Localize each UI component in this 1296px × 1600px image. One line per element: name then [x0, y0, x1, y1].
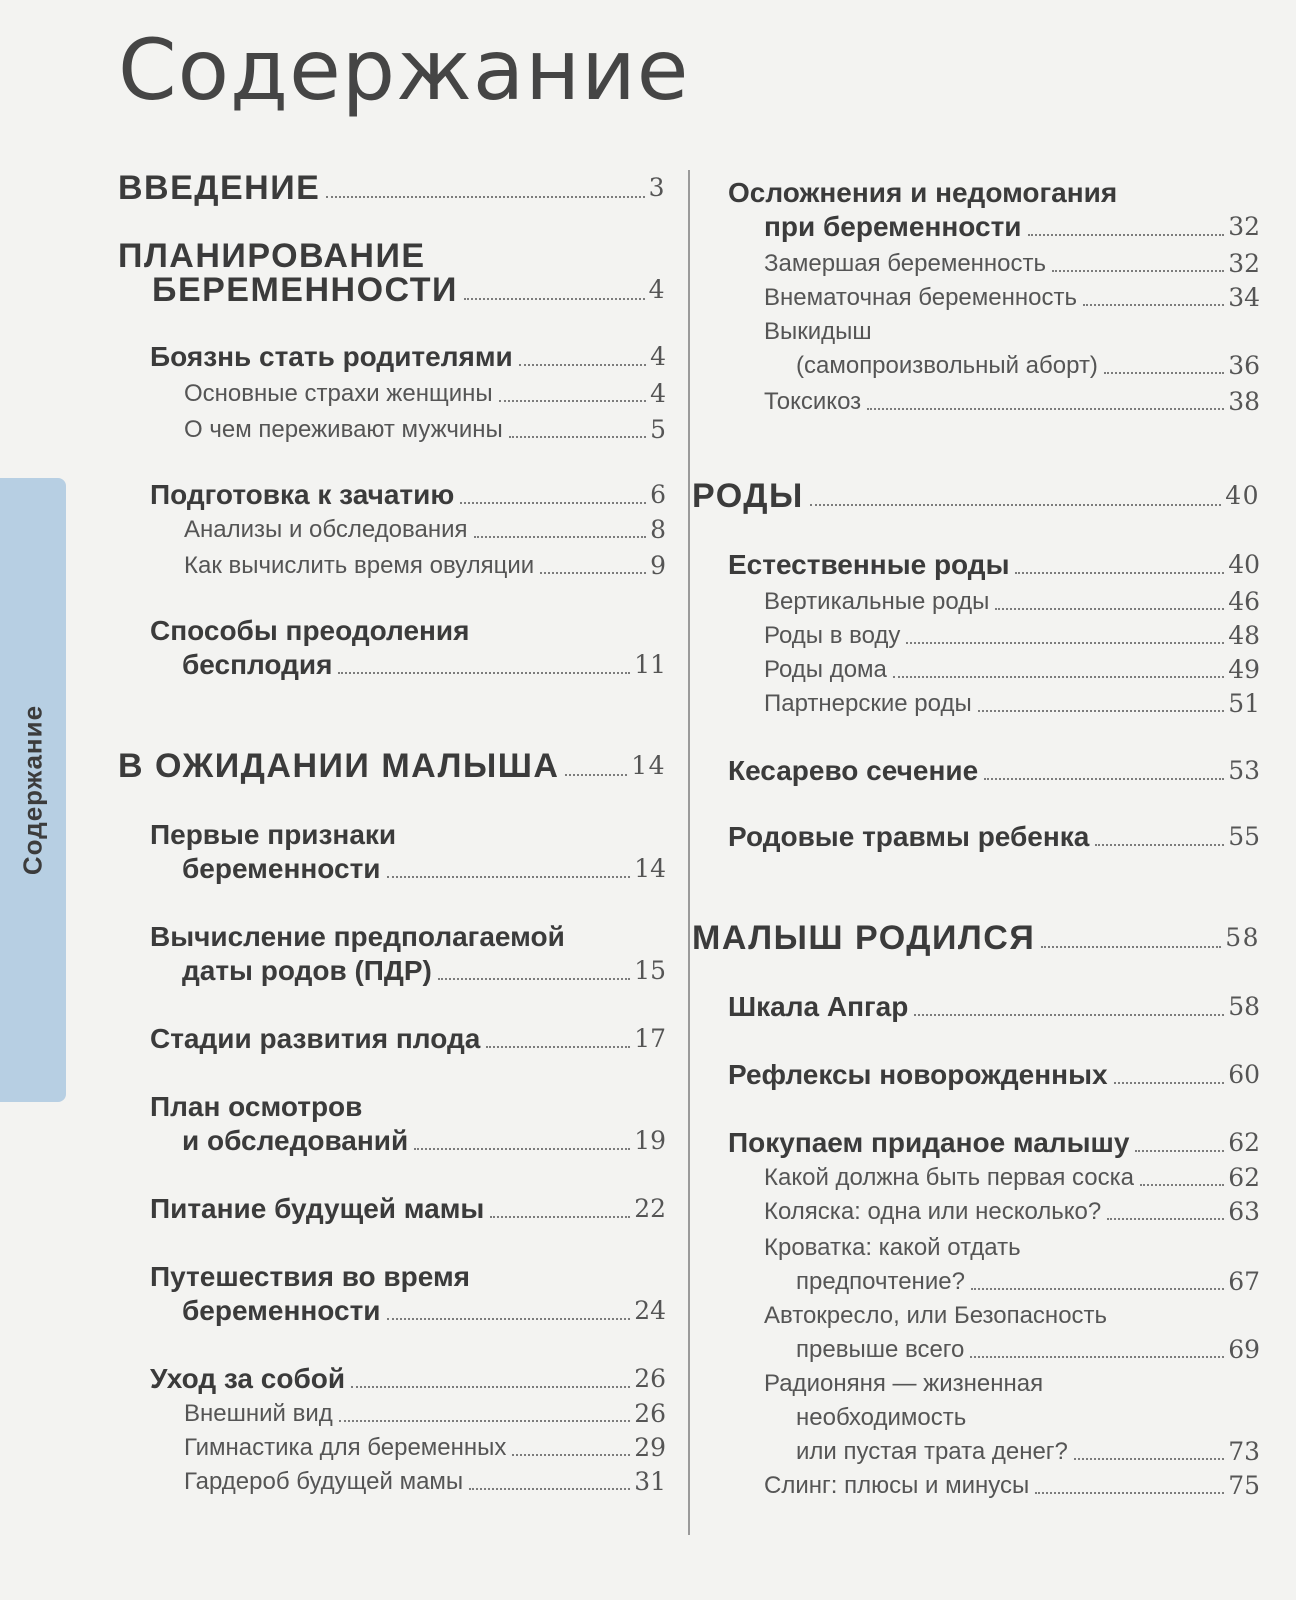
toc-entry[interactable]: [764, 282, 1260, 314]
dot-leader: [810, 504, 1221, 506]
toc-page-number: 53: [1228, 756, 1260, 785]
toc-entry-title: и обследований: [182, 1125, 409, 1156]
toc-entry-title-line: необходимость: [796, 1404, 967, 1431]
toc-entry[interactable]: [728, 990, 1260, 1024]
toc-entry[interactable]: [182, 1294, 666, 1328]
dot-leader: [1074, 1458, 1224, 1460]
toc-entry[interactable]: [764, 210, 1260, 244]
dot-leader: [893, 676, 1224, 678]
dot-leader: [387, 1318, 631, 1320]
toc-entry-title-line: Способы преодоления: [150, 615, 470, 646]
toc-entry[interactable]: [184, 378, 666, 410]
toc-entry[interactable]: [150, 340, 666, 374]
toc-page-number: 29: [634, 1433, 666, 1462]
dot-leader: [1140, 1184, 1224, 1186]
toc-entry[interactable]: [764, 688, 1260, 720]
toc-entry-title: МАЛЫШ РОДИЛСЯ: [692, 919, 1036, 957]
toc-page-number: 19: [634, 1126, 666, 1155]
toc-entry-title-line: Первые признаки: [150, 819, 397, 850]
toc-entry-title: Коляска: одна или несколько?: [764, 1198, 1102, 1225]
dot-leader: [326, 196, 644, 198]
toc-entry[interactable]: [764, 1470, 1260, 1502]
toc-entry-title: Покупаем приданое малышу: [728, 1127, 1130, 1158]
dot-leader: [995, 608, 1224, 610]
toc-page-number: 67: [1228, 1267, 1260, 1296]
toc-page-number: 48: [1228, 621, 1260, 650]
toc-page-number: 22: [634, 1194, 666, 1223]
toc-page-number: 32: [1228, 249, 1260, 278]
toc-entry-title: Внематочная беременность: [764, 284, 1077, 311]
dot-leader: [499, 400, 646, 402]
toc-entry-title: БЕРЕМЕННОСТИ: [152, 271, 458, 309]
toc-entry[interactable]: [150, 1192, 666, 1226]
toc-entry-title: Кесарево сечение: [728, 755, 979, 786]
toc-page-number: 15: [634, 956, 666, 985]
toc-entry[interactable]: [182, 954, 666, 988]
dot-leader: [338, 672, 630, 674]
toc-page-number: 4: [648, 275, 666, 304]
toc-entry[interactable]: [728, 548, 1260, 582]
toc-entry[interactable]: [728, 1058, 1260, 1092]
toc-entry-title: Роды в воду: [764, 622, 901, 649]
toc-entry[interactable]: [796, 1334, 1260, 1366]
toc-entry-title: беременности: [182, 1295, 381, 1326]
dot-leader: [1107, 1218, 1224, 1220]
dot-leader: [1028, 234, 1225, 236]
toc-entry[interactable]: [764, 620, 1260, 652]
toc-entry-title: бесплодия: [182, 649, 333, 680]
dot-leader: [351, 1386, 630, 1388]
dot-leader: [1135, 1150, 1224, 1152]
dot-leader: [474, 536, 647, 538]
toc-entry[interactable]: [728, 1126, 1260, 1160]
toc-entry-title: или пустая трата денег?: [796, 1438, 1068, 1465]
dot-leader: [1035, 1492, 1224, 1494]
toc-entry-title-line: Радионяня — жизненная: [764, 1370, 1044, 1397]
toc-page-number: 5: [650, 415, 666, 444]
toc-entry[interactable]: [182, 648, 666, 682]
toc-page-number: 17: [634, 1024, 666, 1053]
toc-entry[interactable]: [150, 1362, 666, 1396]
toc-page-number: 46: [1228, 587, 1260, 616]
dot-leader: [1095, 844, 1224, 846]
toc-page-number: 8: [650, 515, 666, 544]
toc-entry-title: Стадии развития плода: [150, 1023, 481, 1054]
toc-page-number: 69: [1228, 1335, 1260, 1364]
toc-entry-title: Уход за собой: [150, 1363, 346, 1394]
toc-entry-title: Роды дома: [764, 656, 887, 683]
dot-leader: [469, 1488, 630, 1490]
toc-page-number: 32: [1228, 212, 1260, 241]
toc-entry[interactable]: [184, 514, 666, 546]
dot-leader: [339, 1420, 630, 1422]
toc-page-number: 55: [1228, 822, 1260, 851]
toc-entry[interactable]: [764, 386, 1260, 418]
toc-page-number: 58: [1228, 992, 1260, 1021]
toc-page-number: 49: [1228, 655, 1260, 684]
toc-page-number: 24: [634, 1296, 666, 1325]
toc-page-number: 14: [634, 854, 666, 883]
dot-leader: [914, 1014, 1224, 1016]
dot-leader: [512, 1454, 630, 1456]
toc-entry[interactable]: [764, 586, 1260, 618]
toc-entry-title: Как вычислить время овуляции: [184, 552, 535, 579]
toc-page-number: 36: [1228, 351, 1260, 380]
page-title: Содержание: [118, 21, 690, 119]
toc-entry[interactable]: [182, 1124, 666, 1158]
toc-entry[interactable]: [182, 852, 666, 886]
toc-entry-title: РОДЫ: [692, 477, 804, 515]
toc-entry-title-line: План осмотров: [150, 1091, 363, 1122]
toc-entry-title-line: Выкидыш: [764, 318, 872, 345]
toc-page-number: 26: [634, 1399, 666, 1428]
toc-entry-title: беременности: [182, 853, 381, 884]
toc-entry-title: Замершая беременность: [764, 250, 1047, 277]
dot-leader: [540, 572, 646, 574]
toc-entry-title: Рефлексы новорожденных: [728, 1059, 1108, 1090]
dot-leader: [490, 1216, 630, 1218]
toc-entry-title: Гимнастика для беременных: [184, 1434, 507, 1461]
dot-leader: [1052, 270, 1224, 272]
dot-leader: [438, 978, 630, 980]
toc-page-number: 62: [1228, 1128, 1260, 1157]
toc-entry[interactable]: [764, 1196, 1260, 1228]
toc-entry[interactable]: [150, 478, 666, 512]
toc-entry-title: Питание будущей мамы: [150, 1193, 485, 1224]
toc-entry-title: В ОЖИДАНИИ МАЛЫША: [118, 747, 560, 785]
toc-entry[interactable]: [692, 478, 1260, 514]
toc-entry[interactable]: [796, 1436, 1260, 1468]
toc-entry-title: предпочтение?: [796, 1268, 965, 1295]
toc-entry-title: О чем переживают мужчины: [184, 416, 503, 443]
toc-entry-title-line: Кроватка: какой отдать: [764, 1234, 1021, 1261]
toc-entry[interactable]: [728, 754, 1260, 788]
dot-leader: [1041, 946, 1221, 948]
toc-page-number: 73: [1228, 1437, 1260, 1466]
dot-leader: [460, 502, 646, 504]
toc-page-number: 62: [1228, 1163, 1260, 1192]
toc-entry[interactable]: [184, 1466, 666, 1498]
dot-leader: [509, 436, 646, 438]
toc-entry-title-line: Вычисление предполагаемой: [150, 921, 565, 952]
toc-page-number: 40: [1228, 550, 1260, 579]
dot-leader: [565, 774, 627, 776]
dot-leader: [970, 1356, 1224, 1358]
dot-leader: [978, 710, 1224, 712]
toc-entry-title: Шкала Апгар: [728, 991, 909, 1022]
toc-page-number: 51: [1228, 689, 1260, 718]
dot-leader: [1104, 372, 1224, 374]
toc-page-number: 6: [650, 480, 666, 509]
toc-entry-title: Какой должна быть первая соска: [764, 1164, 1135, 1191]
toc-entry[interactable]: [764, 654, 1260, 686]
toc-entry[interactable]: [184, 414, 666, 446]
toc-page-number: 58: [1225, 923, 1260, 952]
toc-page-number: 4: [650, 379, 666, 408]
toc-entry-title-line: Путешествия во время: [150, 1261, 470, 1292]
toc-entry-title: даты родов (ПДР): [182, 955, 432, 986]
toc-page-number: 38: [1228, 387, 1260, 416]
toc-page-number: 75: [1228, 1471, 1260, 1500]
toc-entry[interactable]: [184, 1432, 666, 1464]
toc-entry[interactable]: [118, 748, 666, 784]
toc-entry-title: при беременности: [764, 211, 1022, 242]
toc-entry-title: Основные страхи женщины: [184, 380, 493, 407]
toc-page-number: 4: [650, 342, 666, 371]
side-tab-label: Содержание: [17, 704, 48, 876]
toc-entry-title: превыше всего: [796, 1336, 965, 1363]
toc-page-number: 63: [1228, 1197, 1260, 1226]
dot-leader: [971, 1288, 1224, 1290]
toc-entry-title: Слинг: плюсы и минусы: [764, 1472, 1030, 1499]
toc-page-number: 11: [634, 650, 666, 679]
toc-page-number: 34: [1228, 283, 1260, 312]
dot-leader: [867, 408, 1224, 410]
toc-page-number: 40: [1225, 481, 1260, 510]
toc-entry-title-line: Осложнения и недомогания: [728, 177, 1118, 208]
toc-page-number: 14: [631, 751, 666, 780]
dot-leader: [387, 876, 631, 878]
toc-entry[interactable]: [150, 1022, 666, 1056]
toc-page-number: 3: [648, 173, 666, 202]
toc-page-number: 9: [650, 551, 666, 580]
dot-leader: [486, 1046, 630, 1048]
toc-entry-title-line: Автокресло, или Безопасность: [764, 1302, 1108, 1329]
toc-entry[interactable]: [152, 272, 666, 308]
toc-page-number: 60: [1228, 1060, 1260, 1089]
toc-entry[interactable]: [184, 1398, 666, 1430]
toc-entry-title: Подготовка к зачатию: [150, 479, 455, 510]
toc-entry-title: Анализы и обследования: [184, 516, 468, 543]
toc-entry[interactable]: [184, 550, 666, 582]
dot-leader: [906, 642, 1224, 644]
toc-entry-title: Естественные роды: [728, 549, 1010, 580]
toc-entry[interactable]: [692, 920, 1260, 956]
toc-entry-title-line: ПЛАНИРОВАНИЕ: [118, 237, 426, 275]
toc-entry-title: Токсикоз: [764, 388, 862, 415]
toc-entry-title: ВВЕДЕНИЕ: [118, 169, 321, 207]
toc-entry-title: Внешний вид: [184, 1400, 333, 1427]
dot-leader: [1114, 1082, 1225, 1084]
toc-entry-title: Родовые травмы ребенка: [728, 821, 1090, 852]
toc-entry-title: Боязнь стать родителями: [150, 341, 513, 372]
toc-entry[interactable]: [118, 170, 666, 206]
toc-entry-title: Партнерские роды: [764, 690, 972, 717]
dot-leader: [1083, 304, 1224, 306]
toc-entry[interactable]: [764, 1162, 1260, 1194]
dot-leader: [414, 1148, 630, 1150]
toc-entry[interactable]: [728, 820, 1260, 854]
toc-entry-title: (самопроизвольный аборт): [796, 352, 1098, 379]
dot-leader: [519, 364, 646, 366]
toc-entry[interactable]: [796, 1266, 1260, 1298]
toc-page-number: 26: [634, 1364, 666, 1393]
toc-entry[interactable]: [764, 248, 1260, 280]
toc-entry-title: Вертикальные роды: [764, 588, 990, 615]
toc-page-number: 31: [634, 1467, 666, 1496]
toc-entry[interactable]: [796, 350, 1260, 382]
toc-entry-title: Гардероб будущей мамы: [184, 1468, 464, 1495]
column-divider: [688, 170, 690, 1535]
dot-leader: [984, 778, 1224, 780]
dot-leader: [464, 298, 645, 300]
dot-leader: [1015, 572, 1224, 574]
